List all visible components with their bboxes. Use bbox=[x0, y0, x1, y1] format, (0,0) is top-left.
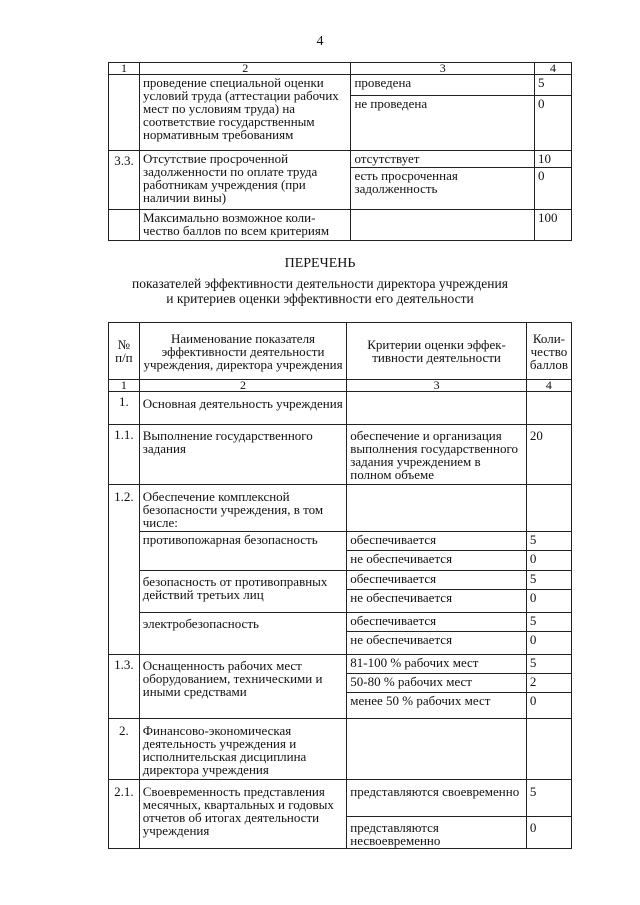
points: 0 bbox=[526, 817, 571, 849]
criterion bbox=[351, 210, 535, 241]
points: 0 bbox=[526, 590, 571, 613]
criterion: 81-100 % рабочих мест bbox=[347, 655, 527, 674]
row-number bbox=[109, 210, 140, 241]
points: 0 bbox=[535, 168, 572, 210]
row-number: 1.1. bbox=[109, 425, 140, 485]
table-header-row bbox=[109, 323, 572, 380]
criterion: не обеспечивается bbox=[347, 632, 527, 655]
points: 10 bbox=[535, 151, 572, 168]
criterion: обеспечивается bbox=[347, 613, 527, 632]
subindicator-name: противопожарная безопасность bbox=[139, 532, 347, 571]
table-row bbox=[109, 210, 572, 241]
indicator-name: Максимально возможное количество баллов по всем критериям bbox=[139, 210, 350, 241]
criterion: 50-80 % рабочих мест bbox=[347, 674, 527, 693]
table-row bbox=[109, 613, 572, 632]
list-subtitle-line2: и критериев оценки эффективности его деятельности bbox=[166, 291, 474, 306]
page-number: 4 bbox=[316, 34, 324, 49]
efficiency-indicators-table bbox=[108, 322, 572, 849]
points: 0 bbox=[526, 551, 571, 571]
row-number: 2. bbox=[109, 719, 140, 780]
criterion: обеспечение и организация выполнения государственного задания учреждением в полном объеме bbox=[347, 425, 527, 485]
points: 5 bbox=[526, 780, 571, 817]
indicator-name: Выполнение государственного задания bbox=[139, 425, 347, 485]
criterion: не проведена bbox=[351, 96, 535, 151]
table-row bbox=[109, 75, 572, 96]
criterion: отсутствует bbox=[351, 151, 535, 168]
points: 20 bbox=[526, 425, 571, 485]
table-row bbox=[109, 425, 572, 485]
table-row bbox=[109, 392, 572, 425]
indicator-name: Своевременность представления месячных, квартальных и годовых отчетов об итогах деятельности учреждения bbox=[139, 780, 347, 849]
table-row bbox=[109, 151, 572, 168]
indicator-name: Основная деятельность учреждения bbox=[139, 392, 347, 425]
points: 5 bbox=[526, 532, 571, 551]
criterion: обеспечивается bbox=[347, 571, 527, 590]
row-number: 2.1. bbox=[109, 780, 140, 849]
subindicator-name: электробезопасность bbox=[139, 613, 347, 655]
criteria-table-continuation bbox=[108, 62, 572, 241]
points: 2 bbox=[526, 674, 571, 693]
criterion: не обеспечивается bbox=[347, 590, 527, 613]
row-number: 1.3. bbox=[109, 655, 140, 719]
subindicator-name: безопасность от противоправных действий третьих лиц bbox=[139, 571, 347, 613]
indicator-name: Отсутствие просроченной задолженности по оплате труда работникам учреждения (при наличии вины) bbox=[139, 151, 350, 210]
table-row bbox=[109, 571, 572, 590]
indicator-name: Обеспечение комплексной безопасности учреждения, в том числе: bbox=[139, 485, 347, 532]
points: 0 bbox=[526, 693, 571, 719]
header-number: № п/п bbox=[109, 323, 140, 380]
column-index-row: 1 2 3 4 bbox=[109, 380, 572, 392]
indicator-name: проведение специальной оценки условий труда (аттестации рабочих мест по условиям труда) на соответствие государственным нормативным требованиям bbox=[139, 75, 350, 151]
points: 100 bbox=[535, 210, 572, 241]
table-row bbox=[109, 719, 572, 780]
row-number: 3.3. bbox=[109, 151, 140, 210]
points: 0 bbox=[535, 96, 572, 151]
criterion: представляются несвоевременно bbox=[347, 817, 527, 849]
row-number: 1. bbox=[109, 392, 140, 425]
list-subtitle-line1: показателей эффективности деятельности директора учреждения bbox=[132, 276, 508, 291]
points: 0 bbox=[526, 632, 571, 655]
table-row bbox=[109, 655, 572, 674]
header-indicator: Наименование показателя эффективности деятельности учреждения, директора учреждения bbox=[139, 323, 347, 380]
points: 5 bbox=[526, 655, 571, 674]
row-number bbox=[109, 75, 140, 151]
header-criteria: Критерии оценки эффективности деятельности bbox=[347, 323, 527, 380]
table-row bbox=[109, 780, 572, 817]
criterion: менее 50 % рабочих мест bbox=[347, 693, 527, 719]
points: 5 bbox=[526, 613, 571, 632]
indicator-name: Финансово-экономическая деятельность учреждения и исполнительская дисциплина директора учреждения bbox=[139, 719, 347, 780]
criterion: есть просроченная задолженность bbox=[351, 168, 535, 210]
header-points: Количество баллов bbox=[526, 323, 571, 380]
points: 5 bbox=[526, 571, 571, 590]
criterion: проведена bbox=[351, 75, 535, 96]
points: 5 bbox=[535, 75, 572, 96]
list-title: ПЕРЕЧЕНЬ bbox=[284, 256, 356, 271]
criterion: не обеспечивается bbox=[347, 551, 527, 571]
criterion: представляются своевременно bbox=[347, 780, 527, 817]
indicator-name: Оснащенность рабочих мест оборудованием, техническими и иными средствами bbox=[139, 655, 347, 719]
criterion: обеспечивается bbox=[347, 532, 527, 551]
table-row bbox=[109, 485, 572, 532]
row-number: 1.2. bbox=[109, 485, 140, 655]
table-row bbox=[109, 532, 572, 551]
column-index-row: 1 2 3 4 bbox=[109, 63, 572, 75]
